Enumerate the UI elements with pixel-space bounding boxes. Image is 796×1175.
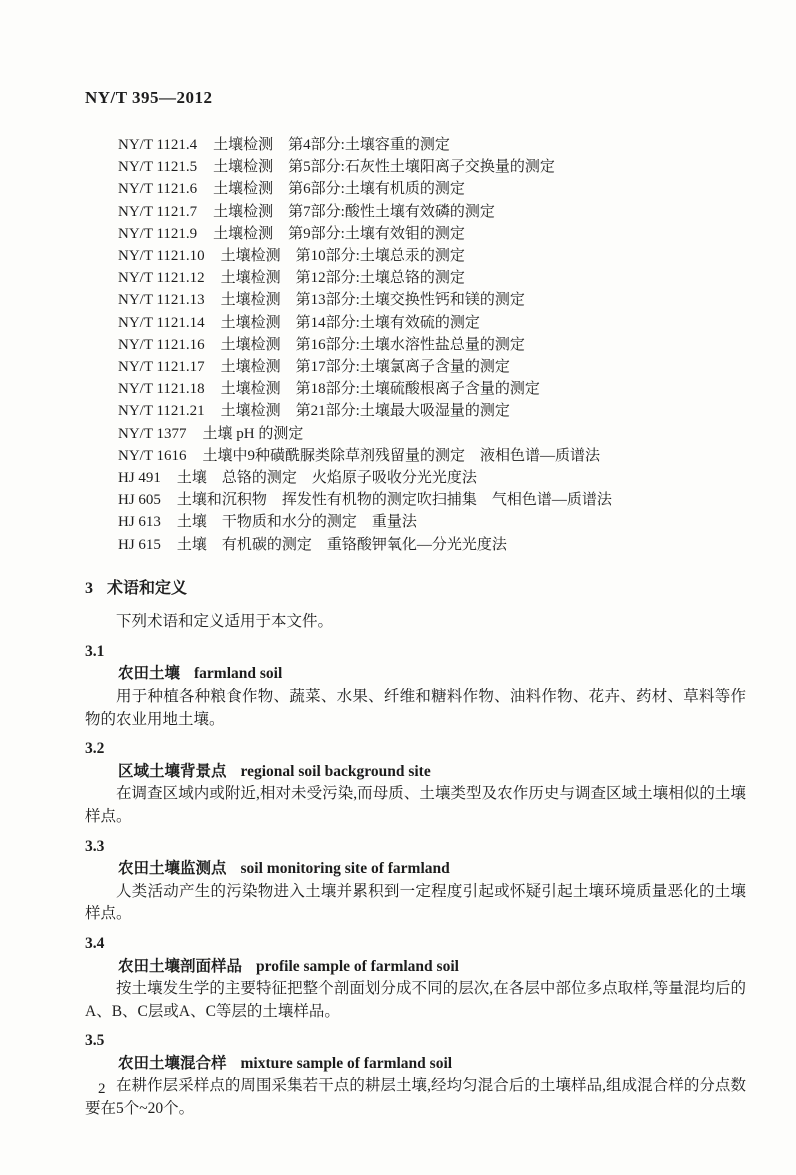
term-definition: 在耕作层采样点的周围采集若干点的耕层土壤,经均匀混合后的土壤样品,组成混合样的分点数要在5个~20个。: [85, 1077, 746, 1118]
reference-code: HJ 605: [118, 492, 161, 509]
reference-code: NY/T 1121.18: [118, 381, 205, 398]
reference-title: 土壤检测 第21部分:土壤最大吸湿量的测定: [220, 403, 510, 420]
reference-item: [118, 378, 746, 400]
reference-title: 土壤检测 第10部分:土壤总汞的测定: [220, 248, 465, 265]
reference-code: NY/T 1121.16: [118, 336, 205, 353]
reference-title: 土壤 干物质和水分的测定 重量法: [176, 514, 417, 531]
reference-item: [118, 356, 746, 378]
reference-code: NY/T 1377: [118, 425, 187, 442]
term-heading: [118, 1053, 746, 1076]
reference-code: NY/T 1121.9: [118, 225, 198, 242]
reference-code: NY/T 1121.14: [118, 314, 205, 331]
reference-title: 土壤中9种磺酰脲类除草剂残留量的测定 液相色谱—质谱法: [202, 447, 600, 464]
reference-title: 土壤检测 第12部分:土壤总铬的测定: [220, 270, 465, 287]
reference-code: HJ 615: [118, 536, 161, 553]
section-title: 术语和定义: [107, 579, 188, 597]
reference-item: [118, 423, 746, 445]
term-zh: 农田土壤监测点: [118, 860, 227, 878]
reference-title: 土壤检测 第7部分:酸性土壤有效磷的测定: [213, 203, 495, 220]
term-zh: 农田土壤混合样: [118, 1054, 227, 1072]
term-item: [85, 641, 746, 731]
term-heading: [118, 858, 746, 881]
reference-title: 土壤检测 第14部分:土壤有效硫的测定: [220, 314, 480, 331]
term-item: [85, 738, 746, 828]
reference-code: NY/T 1121.12: [118, 270, 205, 287]
reference-title: 土壤检测 第16部分:土壤水溶性盐总量的测定: [220, 336, 525, 353]
reference-code: NY/T 1121.10: [118, 248, 205, 265]
reference-code: HJ 491: [118, 470, 161, 487]
reference-item: [118, 223, 746, 245]
term-en: profile sample of farmland soil: [256, 957, 459, 975]
reference-item: [118, 178, 746, 200]
term-definition: 人类活动产生的污染物进入土壤并累积到一定程度引起或怀疑引起土壤环境质量恶化的土壤样点。: [85, 882, 746, 923]
reference-title: 土壤检测 第4部分:土壤容重的测定: [213, 137, 450, 153]
reference-title: 土壤检测 第5部分:石灰性土壤阳离子交换量的测定: [213, 159, 555, 176]
reference-title: 土壤检测 第18部分:土壤硫酸根离子含量的测定: [220, 381, 540, 398]
reference-title: 土壤检测 第9部分:土壤有效钼的测定: [213, 225, 465, 242]
reference-title: 土壤 总铬的测定 火焰原子吸收分光光度法: [176, 470, 477, 487]
reference-code: NY/T 1121.7: [118, 203, 198, 220]
reference-item: [118, 134, 746, 156]
reference-title: 土壤检测 第17部分:土壤氯离子含量的测定: [220, 359, 510, 376]
reference-item: [118, 400, 746, 422]
term-zh: 农田土壤剖面样品: [118, 957, 243, 975]
standard-number-header: NY/T 395—2012: [85, 88, 213, 107]
reference-title: 土壤和沉积物 挥发性有机物的测定吹扫捕集 气相色谱—质谱法: [176, 492, 612, 509]
term-item: [85, 1030, 746, 1120]
reference-title: 土壤检测 第6部分:土壤有机质的测定: [213, 181, 465, 198]
section-number: 3: [85, 579, 93, 597]
reference-item: [118, 245, 746, 267]
term-item: [85, 836, 746, 926]
reference-item: [118, 334, 746, 356]
normative-references-list: [118, 134, 746, 556]
term-number: 3.5: [85, 1032, 105, 1050]
term-number: 3.4: [85, 935, 105, 953]
term-item: [85, 933, 746, 1023]
term-definition: 在调查区域内或附近,相对未受污染,而母质、土壤类型及农作历史与调查区域土壤相似的土壤样点。: [85, 785, 746, 825]
term-zh: 农田土壤: [118, 665, 181, 683]
reference-code: NY/T 1121.17: [118, 359, 205, 376]
reference-item: [118, 534, 746, 556]
reference-code: NY/T 1121.4: [118, 137, 198, 153]
reference-code: NY/T 1616: [118, 447, 187, 464]
term-en: farmland soil: [194, 665, 283, 683]
term-definition: 用于种植各种粮食作物、蔬菜、水果、纤维和糖料作物、油料作物、花卉、药材、草料等作物的农业用地土壤。: [85, 687, 746, 728]
term-en: mixture sample of farmland soil: [240, 1054, 453, 1072]
term-en: regional soil background site: [240, 762, 431, 780]
term-heading: [118, 663, 746, 686]
term-en: soil monitoring site of farmland: [240, 860, 450, 878]
reference-item: [118, 289, 746, 311]
term-number: 3.1: [85, 642, 105, 660]
term-heading: [118, 761, 746, 784]
term-number: 3.3: [85, 837, 105, 855]
reference-item: [118, 312, 746, 334]
page-number: 2: [98, 1081, 106, 1097]
term-zh: 区域土壤背景点: [118, 762, 227, 780]
term-heading: [118, 956, 746, 979]
term-definition: 按土壤发生学的主要特征把整个剖面划分成不同的层次,在各层中部位多点取样,等量混均后的A、B、C层或A、C等层的土壤样品。: [85, 980, 746, 1020]
reference-item: [118, 267, 746, 289]
reference-item: [118, 489, 746, 511]
reference-item: [118, 201, 746, 223]
section-heading-terms: [85, 578, 746, 601]
reference-title: 土壤 有机碳的测定 重铬酸钾氧化—分光光度法: [176, 536, 507, 553]
reference-item: [118, 156, 746, 178]
reference-item: [118, 511, 746, 533]
reference-code: NY/T 1121.21: [118, 403, 205, 420]
term-number: 3.2: [85, 740, 105, 758]
reference-item: [118, 445, 746, 467]
terms-intro: 下列术语和定义适用于本文件。: [116, 613, 334, 631]
reference-title: 土壤检测 第13部分:土壤交换性钙和镁的测定: [220, 292, 525, 309]
reference-item: [118, 467, 746, 489]
reference-code: NY/T 1121.5: [118, 159, 198, 176]
reference-code: HJ 613: [118, 514, 161, 531]
reference-code: NY/T 1121.13: [118, 292, 205, 309]
reference-code: NY/T 1121.6: [118, 181, 198, 198]
reference-title: 土壤 pH 的测定: [202, 425, 304, 442]
